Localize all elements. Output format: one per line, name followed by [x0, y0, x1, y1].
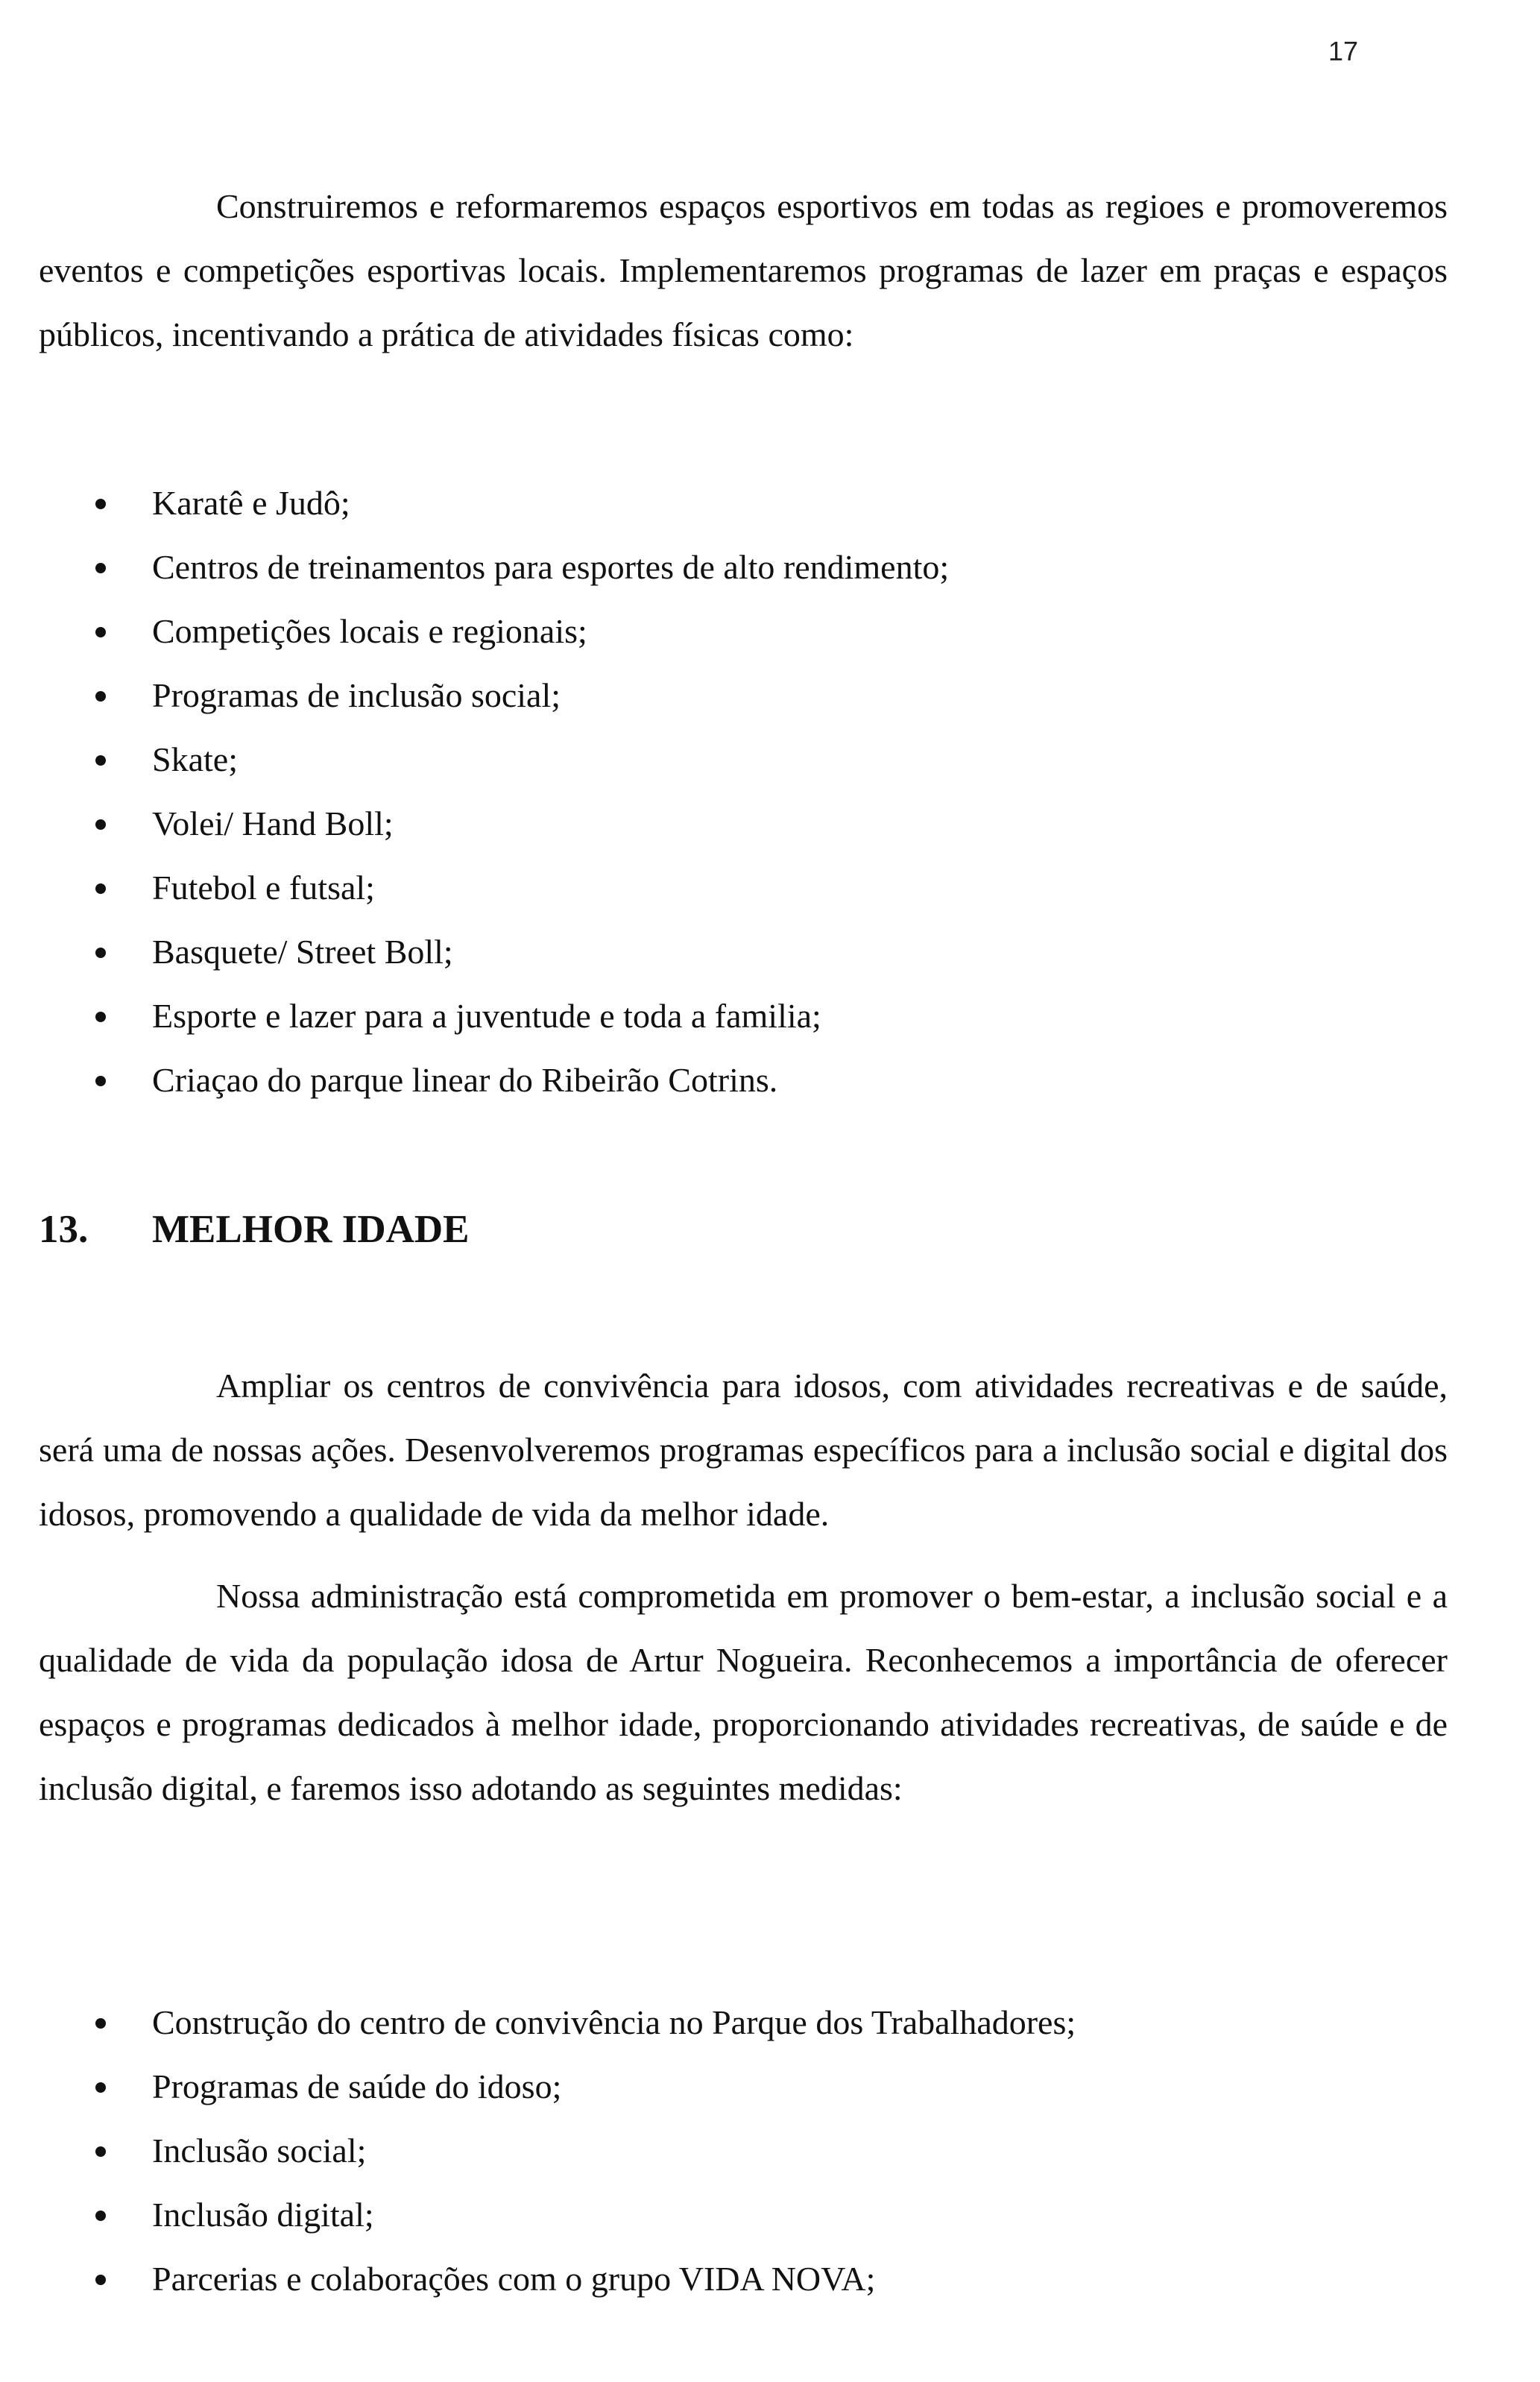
section-number: 13. — [39, 1208, 89, 1251]
bullet-icon — [95, 1012, 106, 1022]
list-item — [39, 599, 949, 664]
elderly-measures-list — [39, 1991, 1076, 2311]
list-item — [39, 984, 949, 1048]
list-item-text: Inclusão social; — [152, 2131, 367, 2170]
bullet-icon — [95, 755, 106, 766]
section-heading — [39, 1197, 470, 1261]
list-item-text: Construção do centro de convivência no Parque dos Trabalhadores; — [152, 2003, 1076, 2041]
page-number: 17 — [1328, 36, 1359, 66]
bullet-icon — [95, 627, 106, 637]
list-item-text: Karatê e Judô; — [152, 484, 350, 522]
bullet-icon — [95, 819, 106, 830]
bullet-icon — [95, 1076, 106, 1086]
list-item — [39, 2247, 1076, 2311]
bullet-icon — [95, 2211, 106, 2221]
list-item-text: Competições locais e regionais; — [152, 612, 587, 650]
list-item — [39, 856, 949, 920]
bullet-icon — [95, 563, 106, 573]
list-item — [39, 1991, 1076, 2055]
bullet-icon — [95, 2082, 106, 2093]
list-item — [39, 2055, 1076, 2119]
list-item — [39, 1048, 949, 1112]
bullet-icon — [95, 691, 106, 702]
list-item — [39, 920, 949, 984]
list-item-text: Esporte e lazer para a juventude e toda a familia; — [152, 997, 821, 1035]
elderly-paragraph-1: Ampliar os centros de convivência para idosos, com atividades recreativas e de saúde, será uma de nossas ações. Desenvolveremos programas específicos para a inclusão social e digital dos idosos, promovendo a qualidade de vida da melhor idade. — [39, 1367, 1448, 1533]
list-item — [39, 728, 949, 792]
list-item-text: Futebol e futsal; — [152, 869, 375, 907]
list-item-text: Criaçao do parque linear do Ribeirão Cotrins. — [152, 1061, 778, 1099]
list-item-text: Programas de saúde do idoso; — [152, 2067, 562, 2105]
list-item-text: Volei/ Hand Boll; — [152, 804, 394, 842]
list-item-text: Centros de treinamentos para esportes de alto rendimento; — [152, 548, 950, 586]
list-item-text: Basquete/ Street Boll; — [152, 933, 453, 971]
bullet-icon — [95, 2146, 106, 2157]
list-item-text: Parcerias e colaborações com o grupo VIDA NOVA; — [152, 2260, 876, 2298]
sports-activities-list — [39, 471, 949, 1112]
list-item — [39, 2119, 1076, 2183]
section-title: MELHOR IDADE — [152, 1208, 470, 1251]
list-item — [39, 792, 949, 856]
list-item-text: Programas de inclusão social; — [152, 676, 561, 714]
list-item — [39, 471, 949, 535]
bullet-icon — [95, 883, 106, 894]
elderly-paragraph-2: Nossa administração está comprometida em promover o bem-estar, a inclusão social e a qualidade de vida da população idosa de Artur Nogueira. Reconhecemos a importância de oferecer espaços e programas dedicados à melhor idade, proporcionando atividades recreativas, de saúde e de inclusão digital, e faremos isso adotando as seguintes medidas: — [39, 1577, 1448, 1807]
sports-paragraph: Construiremos e reformaremos espaços esportivos em todas as regioes e promoveremos eventos e competições esportivas locais. Implementaremos programas de lazer em praças e espaços públicos, incentivando a prática de atividades físicas como: — [39, 187, 1448, 353]
bullet-icon — [95, 2275, 106, 2285]
bullet-icon — [95, 948, 106, 958]
bullet-icon — [95, 499, 106, 509]
bullet-icon — [95, 2018, 106, 2029]
list-item-text: Skate; — [152, 740, 238, 778]
list-item — [39, 535, 949, 599]
list-item — [39, 664, 949, 728]
list-item — [39, 2183, 1076, 2247]
list-item-text: Inclusão digital; — [152, 2196, 374, 2234]
